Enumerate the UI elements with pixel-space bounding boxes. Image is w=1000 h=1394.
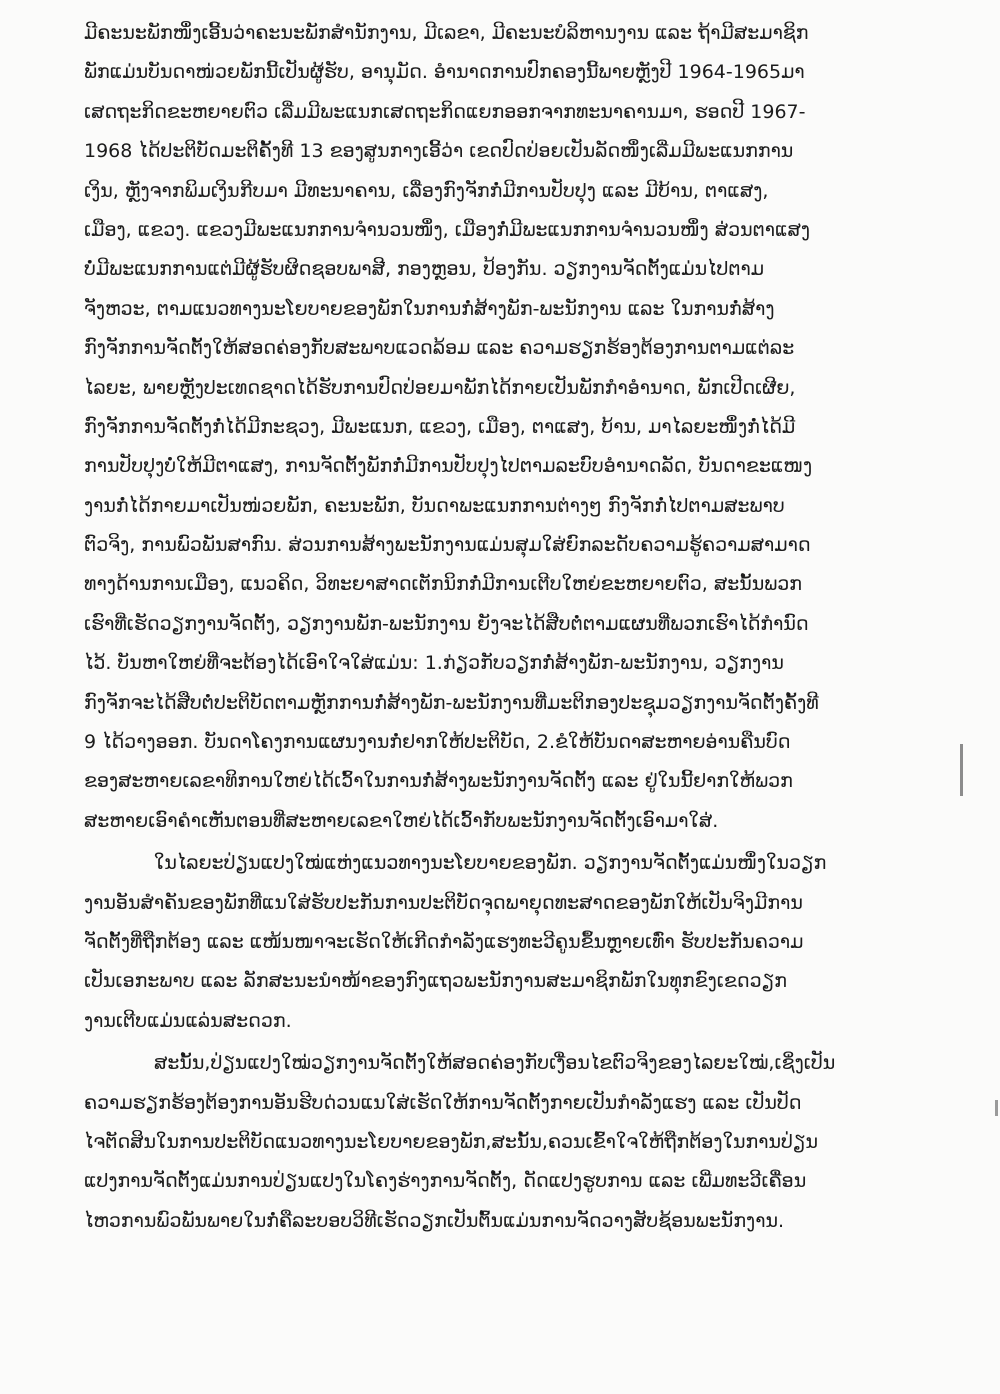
scan-margin-mark	[960, 744, 963, 796]
text-line: ໄວ້. ບັນຫາໃຫຍ່ທີ່ຈະຕ້ອງໄດ້ເອົາໃຈໃສ່ແມ່ນ: 1.ກ່ຽວກັບວຽກກໍ່ສ້າງພັກ-ພະນັກງານ, ວຽກງານ	[84, 652, 784, 675]
text-line: ງານກໍ່ໄດ້ກາຍມາເປັນໜ່ວຍພັກ, ຄະນະພັກ, ບັນດາພະແນກການຕ່າງໆ ກົງຈັກກໍ່ໄປຕາມສະພາບ	[84, 494, 785, 517]
paragraph-1	[84, 14, 974, 841]
text-line: ໄລຍະ, ພາຍຫຼັງປະເທດຊາດໄດ້ຮັບການປົດປ່ອຍມາພັກໄດ້ກາຍເປັນພັກກຳອຳນາດ, ພັກເປີດເຜີຍ,	[84, 376, 796, 399]
text-line: ງານເຕີບແມ່ນແລ່ນສະດວກ.	[84, 1009, 292, 1032]
text-line: ກົງຈັກການຈັດຕັ້ງໃຫ້ສອດຄ່ອງກັບສະພາບແວດລ້ອມ ແລະ ຄວາມຮຽກຮ້ອງຕ້ອງການຕາມແຕ່ລະ	[84, 337, 795, 360]
text-line: ຂອງສະຫາຍເລຂາທິການໃຫຍ່ໄດ້ເວົ້າໃນການກໍ່ສ້າງພະນັກງານຈັດຕັ້ງ ແລະ ຢູ່ໃນນີ້ຢາກໃຫ້ພວກ	[84, 770, 793, 793]
text-line: ຈັງຫວະ, ຕາມແນວທາງນະໂຍບາຍຂອງພັກໃນການກໍ່ສ້າງພັກ-ພະນັກງານ ແລະ ໃນການກໍ່ສ້າງ	[84, 297, 775, 320]
text-line: ການປັບປຸງບໍ່ໃຫ້ມີຕາແສງ, ການຈັດຕັ້ງພັກກໍ່ມີການປັບປຸງໄປຕາມລະບົບອຳນາດລັດ, ບັນດາຂະແໜງ	[84, 455, 813, 478]
text-line: ກົງຈັກຈະໄດ້ສືບຕໍ່ປະຕິບັດຕາມຫຼັກການກໍ່ສ້າງພັກ-ພະນັກງານທີ່ມະຕິກອງປະຊຸມວຽກງານຈັດຕັ້ງຄັ້ງທີ	[84, 691, 819, 714]
text-line: ສະຫາຍເອົາຄຳເຫັນຕອນທີ່ສະຫາຍເລຂາໃຫຍ່ໄດ້ເວົ້າກັບພະນັກງານຈັດຕັ້ງເອົາມາໃສ່.	[84, 809, 719, 832]
text-line: ຕົວຈິງ, ການພົວພັນສາກົນ. ສ່ວນການສ້າງພະນັກງານແມ່ນສຸມໃສ່ຍົກລະດັບຄວາມຮູ້ຄວາມສາມາດ	[84, 534, 811, 557]
text-line: ເງິນ, ຫຼັງຈາກພິມເງິນກີບມາ ມີທະນາຄານ, ເລື່ອງກົງຈັກກໍ່ມີການປັບປຸງ ແລະ ມີບ້ານ, ຕາແສງ,	[84, 179, 769, 202]
scan-margin-mark	[995, 1100, 998, 1116]
text-line: ໄຈຕັດສິນໃນການປະຕິບັດແນວທາງນະໂຍບາຍຂອງພັກ,ສະນັ້ນ,ຄວນເຂົ້າໃຈໃຫ້ຖືກຕ້ອງໃນການປ່ຽນ	[84, 1130, 818, 1153]
text-line: ໃນໄລຍະປ່ຽນແປງໃໝ່ແຫ່ງແນວທາງນະໂຍບາຍຂອງພັກ. ວຽກງານຈັດຕັ້ງແມ່ນໜຶ່ງໃນວຽກ	[154, 852, 827, 875]
text-line: ງານອັນສຳຄັນຂອງພັກທີ່ແນໃສ່ຮັບປະກັນການປະຕິບັດຈຸດພາຍຸດທະສາດຂອງພັກໃຫ້ເປັນຈິງມີການ	[84, 891, 803, 914]
paragraph-3	[84, 1044, 974, 1241]
text-line: ຈັດຕັ້ງທີ່ຖືກຕ້ອງ ແລະ ແໜ້ນໜາຈະເຮັດໃຫ້ເກີດກຳລັງແຮງທະວີຄູນຂຶ້ນຫຼາຍເທົ່າ ຮັບປະກັນຄວາມ	[84, 930, 804, 953]
text-line: ໄຫວການພົວພັນພາຍໃນກໍ່ຄືລະບອບວິທີເຮັດວຽກເປັນຕົ້ນແມ່ນການຈັດວາງສັບຊ້ອນພະນັກງານ.	[84, 1209, 785, 1232]
text-line: 1968 ໄດ້ປະຕິບັດມະຕິຄັ້ງທີ 13 ຂອງສູນກາງເອີ້ວ່າ ເຂດປົດປ່ອຍເປັນລັດໜຶ່ງເລີ່ມມີພະແນກການ	[84, 140, 794, 163]
text-line: ພັກແມ່ນບັນດາໜ່ວຍພັກນີ້ເປັນຜູ້ຮັບ, ອານຸມັດ. ອຳນາດການປົກຄອງນີ້ພາຍຫຼັງປີ 1964-1965ມາ	[84, 61, 805, 84]
text-line: ເສດຖະກິດຂະຫຍາຍຕົວ ເລີ່ມມີພະແນກເສດຖະກິດແຍກອອກຈາກທະນາຄານມາ, ຮອດປີ 1967-	[84, 100, 806, 123]
text-line: ເມືອງ, ແຂວງ. ແຂວງມີພະແນກການຈຳນວນໜຶ່ງ, ເມືອງກໍ່ມີພະແນກການຈຳນວນໜຶ່ງ ສ່ວນຕາແສງ	[84, 218, 811, 241]
paragraph-2	[84, 844, 974, 1041]
text-line: ແປງການຈັດຕັ້ງແມ່ນການປ່ຽນແປງໃນໂຄງຮ່າງການຈັດຕັ້ງ, ດັດແປງຮູບການ ແລະ ເພີ່ມທະວີເຄື່ອນ	[84, 1170, 807, 1193]
text-line: ສະນັ້ນ,ປ່ຽນແປງໃໝ່ວຽກງານຈັດຕັ້ງໃຫ້ສອດຄ່ອງກັບເງື່ອນໄຂຕົວຈິງຂອງໄລຍະໃໝ່,ເຊິ່ງເປັນ	[154, 1052, 836, 1075]
text-line: ເປັນເອກະພາບ ແລະ ລັກສະນະນຳໜ້າຂອງກົງແຖວພະນັກງານສະມາຊິກພັກໃນທຸກຂົງເຂດວຽກ	[84, 970, 787, 993]
document-body	[84, 14, 974, 1241]
text-line: ທາງດ້ານການເມືອງ, ແນວຄິດ, ວິທະຍາສາດເຕັກນິກກໍ່ມີການເຕີບໃຫຍ່ຂະຫຍາຍຕົວ, ສະນັ້ນພວກ	[84, 573, 803, 596]
text-line: ເຮົາທີ່ເຮັດວຽກງານຈັດຕັ້ງ, ວຽກງານພັກ-ພະນັກງານ ຍັງຈະໄດ້ສືບຕໍ່ຕາມແຜນທີ່ພວກເຮົາໄດ້ກຳນົດ	[84, 612, 809, 635]
text-line: ມີຄະນະພັກໜຶ່ງເອີ້ນວ່າຄະນະພັກສຳນັກງານ, ມີເລຂາ, ມີຄະນະບໍລິຫານງານ ແລະ ຖ້າມີສະມາຊິກ	[84, 22, 809, 44]
text-line: ບໍ່ມີພະແນກການແຕ່ມີຜູ້ຮັບຜິດຊອບພາສີ, ກອງຫຼອນ, ປ້ອງກັນ. ວຽກງານຈັດຕັ້ງແມ່ນໄປຕາມ	[84, 258, 765, 281]
text-line: ຄວາມຮຽກຮ້ອງຕ້ອງການອັນຮີບດ່ວນແນໃສ່ເຮັດໃຫ້ການຈັດຕັ້ງກາຍເປັນກຳລັງແຮງ ແລະ ເປັນປັດ	[84, 1091, 802, 1114]
text-line: 9 ໄດ້ວາງອອກ. ບັນດາໂຄງການແຜນງານກໍ່ຢາກໃຫ້ປະຕິບັດ, 2.ຂໍໃຫ້ບັນດາສະຫາຍອ່ານຄືນບົດ	[84, 731, 791, 754]
text-line: ກົງຈັກການຈັດຕັ້ງກໍ່ໄດ້ມີກະຊວງ, ມີພະແນກ, ແຂວງ, ເມືອງ, ຕາແສງ, ບ້ານ, ມາໄລຍະໜຶ່ງກໍ່ໄດ້ມີ	[84, 415, 796, 438]
